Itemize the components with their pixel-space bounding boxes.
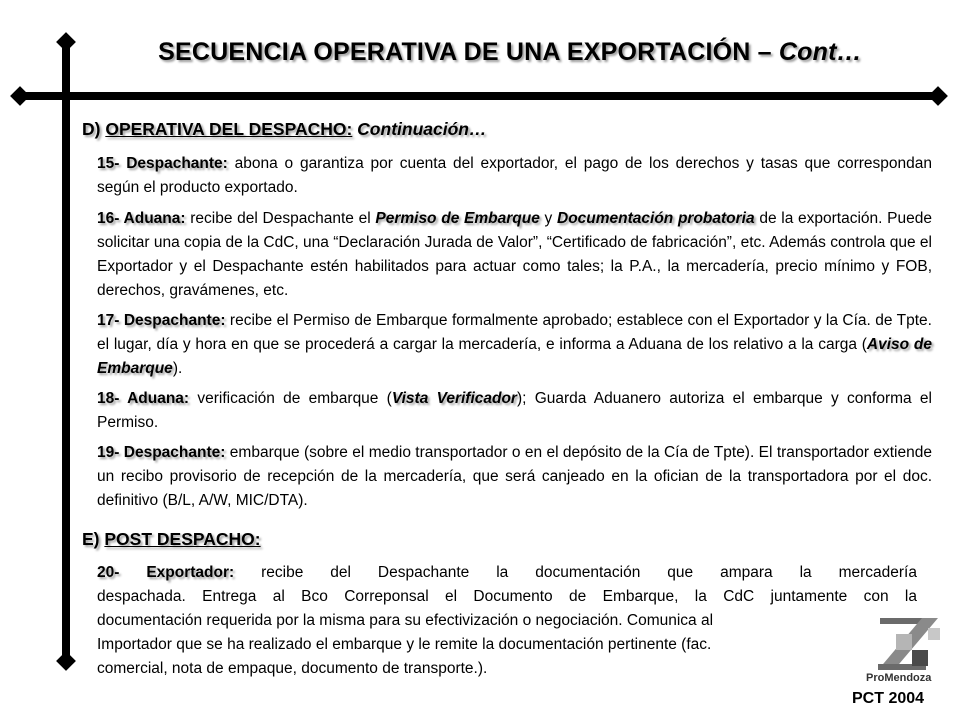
step-16-label: 16- Aduana: <box>97 210 186 227</box>
title-main: SECUENCIA OPERATIVA DE UNA EXPORTACIÓN – <box>158 38 779 66</box>
step-16-text-2: y <box>539 210 557 227</box>
diamond-icon <box>56 651 76 671</box>
diamond-icon <box>56 32 76 52</box>
step-16-emphasis-1: Permiso de Embarque <box>375 210 540 227</box>
step-19 <box>97 441 932 513</box>
step-16-emphasis-2: Documentación probatoria <box>557 210 755 227</box>
step-17-text-1: recibe el Permiso de Embarque formalmente aprobado; establece con el Exportador y la Cía. de Tpte. el lugar, día y hora en que se procederá a cargar la mercadería, e informa a Aduana de los relativo a la carga ( <box>97 312 932 353</box>
section-heading-e <box>82 529 261 550</box>
step-19-label: 19- Despachante: <box>97 444 226 461</box>
step-20-line-1 <box>97 561 917 585</box>
step-20-line-1-text: recibe del Despachante la documentación que ampara la mercadería <box>234 564 917 581</box>
diamond-icon <box>928 86 948 106</box>
step-18-text-2: ); Guarda Aduanero autoriza el embarque y conforma el Permiso. <box>97 390 932 431</box>
step-17 <box>97 309 932 381</box>
step-16-text-3: de la exportación. Puede solicitar una copia de la CdC, una “Declaración Jurada de Valor”, “Certificado de fabricación”, etc. Además controla que el Exportador y el Despachante estén habilitados para actuar como tales; la P.A., la mercadería, precio mínimo y FOB, derechos, gravámenes, etc. <box>97 210 933 299</box>
step-17-emphasis-1: Aviso de Embarque <box>97 336 932 377</box>
diamond-icon <box>10 86 30 106</box>
step-15-label: 15- Despachante: <box>97 155 228 172</box>
step-18 <box>97 387 932 435</box>
section-heading-d <box>82 119 486 140</box>
step-18-label: 18- Aduana: <box>97 390 190 407</box>
title-cont: Cont… <box>778 38 862 66</box>
step-16 <box>97 207 932 303</box>
step-20-line-4: Importador que se ha realizado el embarque y le remite la documentación pertinente (fac. <box>97 636 712 653</box>
logo-name: ProMendoza <box>866 672 932 684</box>
section-d-prefix: D) <box>82 119 106 139</box>
step-15 <box>97 152 932 200</box>
step-20-label: 20- Exportador: <box>97 564 235 581</box>
page-title <box>80 38 940 67</box>
footer-label: PCT 2004 <box>852 690 925 707</box>
step-17-label: 17- Despachante: <box>97 312 226 329</box>
step-17-text-2: ). <box>172 360 183 377</box>
step-15-text: abona o garantiza por cuenta del exportador, el pago de los derechos y tasas que correspondan según el producto exportado. <box>97 155 932 196</box>
section-e-label: POST DESPACHO: <box>104 529 261 549</box>
vertical-rule <box>62 42 70 662</box>
section-d-label: OPERATIVA DEL DESPACHO: <box>105 119 353 139</box>
step-18-emphasis-1: Vista Verificador <box>391 390 517 407</box>
step-18-text-1: verificación de embarque ( <box>189 390 392 407</box>
step-20-line-5: comercial, nota de empaque, documento de transporte.). <box>97 660 488 677</box>
section-e-prefix: E) <box>82 529 105 549</box>
step-20 <box>97 561 917 681</box>
horizontal-rule <box>20 92 938 100</box>
step-19-text: embarque (sobre el medio transportador o en el depósito de la Cía de Tpte). El transportador extiende un recibo provisorio de recepción de la mercadería, que será canjeado en la ofician de la transportadora por el doc. definitivo (B/L, A/W, MIC/DTA). <box>97 444 932 509</box>
step-16-text-1: recibe del Despachante el <box>185 210 376 227</box>
step-20-line-3: documentación requerida por la misma para su efectivización o negociación. Comunica al <box>97 612 714 629</box>
section-d-suffix: Continuación… <box>357 119 487 139</box>
step-20-line-2: despachada. Entrega al Bco Correponsal el Documento de Embarque, la CdC juntamente con la <box>97 588 917 605</box>
